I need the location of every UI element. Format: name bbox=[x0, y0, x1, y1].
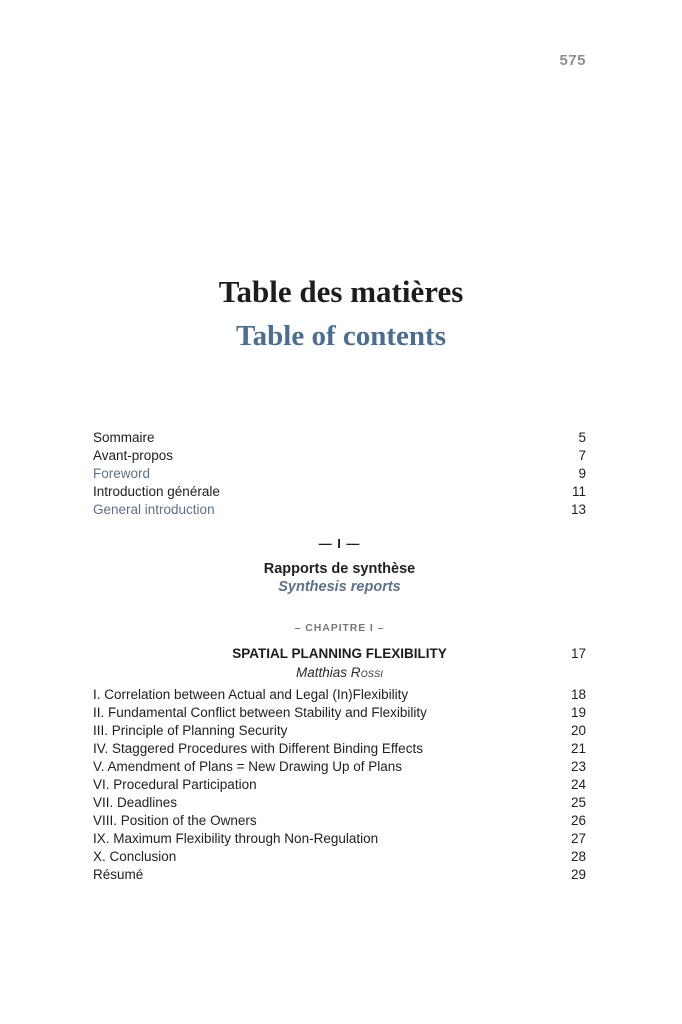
toc-entry-label: VIII. Position of the Owners bbox=[93, 813, 257, 828]
toc-entry-row bbox=[93, 447, 586, 465]
toc-entry-page-number: 5 bbox=[578, 430, 586, 445]
toc-entry-page-number: 7 bbox=[578, 448, 586, 463]
chapter-label: – CHAPITRE I – bbox=[294, 622, 385, 634]
toc-entry-page-number: 11 bbox=[571, 484, 586, 499]
chapter-author bbox=[93, 665, 586, 680]
toc-entry-page-number: 27 bbox=[570, 831, 586, 846]
toc-entry-page-number: 24 bbox=[570, 777, 586, 792]
toc-entry-row bbox=[93, 794, 586, 812]
toc-entry-row bbox=[93, 830, 586, 848]
toc-entry-page-number: 13 bbox=[570, 502, 586, 517]
toc-entry-label: VII. Deadlines bbox=[93, 795, 178, 810]
page-title-french: Table des matières bbox=[218, 274, 464, 309]
toc-entry-page-number: 29 bbox=[570, 867, 586, 882]
toc-entry-label: Foreword bbox=[93, 466, 151, 481]
toc-entry-label: Avant-propos bbox=[93, 448, 174, 463]
toc-entry-page-number: 26 bbox=[570, 813, 586, 828]
toc-entry-row bbox=[93, 812, 586, 830]
toc-entry-row bbox=[93, 866, 586, 884]
toc-entry-row bbox=[93, 429, 586, 447]
toc-entry-label: Sommaire bbox=[93, 430, 155, 445]
toc-entry-page-number: 19 bbox=[570, 705, 586, 720]
toc-entry-row bbox=[93, 740, 586, 758]
toc-entry-row bbox=[93, 704, 586, 722]
toc-entry-label: III. Principle of Planning Security bbox=[93, 723, 288, 738]
chapter-author-first-name: Matthias bbox=[295, 665, 347, 680]
part-title-french: Rapports de synthèse bbox=[263, 561, 416, 577]
toc-entry-label: Résumé bbox=[93, 867, 144, 882]
toc-entry-label: VI. Procedural Participation bbox=[93, 777, 257, 792]
toc-entry-page-number: 25 bbox=[570, 795, 586, 810]
toc-entry-label: II. Fundamental Conflict between Stability and Flexibility bbox=[93, 705, 427, 720]
part-numeral: — I — bbox=[318, 536, 361, 551]
toc-entry-label: IX. Maximum Flexibility through Non-Regulation bbox=[93, 831, 379, 846]
toc-entry-label: IV. Staggered Procedures with Different Binding Effects bbox=[93, 741, 423, 756]
page-title bbox=[0, 274, 682, 353]
part-heading bbox=[93, 536, 586, 595]
toc-entry-row bbox=[93, 722, 586, 740]
toc-entry-label: Introduction générale bbox=[93, 484, 220, 499]
toc-entry-page-number: 21 bbox=[570, 741, 586, 756]
toc-entry-row bbox=[93, 776, 586, 794]
toc-entry-page-number: 9 bbox=[578, 466, 586, 481]
toc-entry-row bbox=[93, 501, 586, 519]
toc-entry-row bbox=[93, 483, 586, 501]
chapter-heading bbox=[93, 622, 586, 680]
toc-entry-page-number: 28 bbox=[570, 849, 586, 864]
toc-entry-page-number: 20 bbox=[570, 723, 586, 738]
toc-entry-page-number: 18 bbox=[570, 687, 586, 702]
chapter-page-number: 17 bbox=[570, 646, 586, 661]
toc-entry-row bbox=[93, 465, 586, 483]
chapter-title: SPATIAL PLANNING FLEXIBILITY bbox=[232, 646, 447, 661]
part-title-english: Synthesis reports bbox=[278, 579, 401, 595]
front-matter-toc-list bbox=[93, 429, 586, 519]
toc-entry-label: I. Correlation between Actual and Legal (In)Flexibility bbox=[93, 687, 409, 702]
chapter-author-last-name: Rossi bbox=[350, 665, 384, 680]
toc-entry-label: X. Conclusion bbox=[93, 849, 177, 864]
toc-entry-label: V. Amendment of Plans = New Drawing Up of Plans bbox=[93, 759, 403, 774]
chapter-toc-list bbox=[93, 686, 586, 884]
toc-entry-row bbox=[93, 848, 586, 866]
toc-entry-page-number: 23 bbox=[570, 759, 586, 774]
toc-entry-label: General introduction bbox=[93, 502, 215, 517]
toc-entry-row bbox=[93, 686, 586, 704]
toc-entry-row bbox=[93, 758, 586, 776]
chapter-title-row bbox=[93, 645, 586, 662]
page-title-english: Table of contents bbox=[236, 319, 446, 352]
page-number: 575 bbox=[559, 52, 586, 69]
